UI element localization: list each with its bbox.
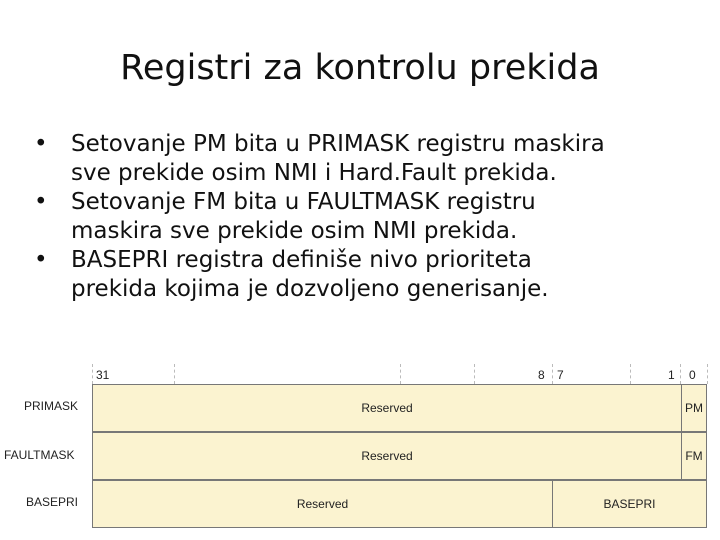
bit-divider — [680, 364, 681, 384]
bit-number-31: 31 — [96, 368, 110, 382]
bullet-symbol: • — [34, 247, 48, 273]
bit-number-0: 0 — [689, 368, 696, 382]
bit-number-8: 8 — [538, 368, 545, 382]
bullet-text-line: prekida kojima je dozvoljeno generisanje. — [71, 276, 549, 302]
bullet-item — [34, 188, 704, 246]
slide-title: Registri za kontrolu prekida — [120, 48, 600, 88]
bit-divider — [174, 364, 175, 384]
bullet-list — [34, 130, 704, 304]
bit-divider — [630, 364, 631, 384]
bullet-symbol: • — [34, 131, 48, 157]
bullet-text-line: BASEPRI registra definiše nivo prioriteta — [71, 247, 532, 273]
register-name-faultmask: FAULTMASK — [4, 448, 75, 462]
bullet-symbol: • — [34, 189, 48, 215]
bit-divider — [92, 364, 93, 384]
bit-number-1: 1 — [668, 368, 675, 382]
register-diagram — [0, 360, 720, 540]
faultmask-fm-bit: FM — [681, 432, 707, 480]
bullet-text-line: Setovanje FM bita u FAULTMASK registru — [71, 189, 536, 215]
bullet-text-line: Setovanje PM bita u PRIMASK registru maskira — [71, 131, 605, 157]
bullet-text-line: maskira sve prekide osim NMI prekida. — [71, 218, 518, 244]
bullet-item — [34, 130, 704, 188]
register-name-primask: PRIMASK — [24, 399, 79, 413]
basepri-reserved-field: Reserved — [92, 480, 553, 528]
basepri-priority-field: BASEPRI — [552, 480, 707, 528]
bit-number-7: 7 — [557, 368, 564, 382]
faultmask-reserved-field: Reserved — [92, 432, 682, 480]
bit-divider — [474, 364, 475, 384]
bit-divider — [552, 364, 553, 384]
bit-divider — [707, 364, 708, 384]
primask-pm-bit: PM — [681, 384, 707, 432]
primask-reserved-field: Reserved — [92, 384, 682, 432]
bullet-item — [34, 246, 704, 304]
bit-divider — [400, 364, 401, 384]
bullet-text-line: sve prekide osim NMI i Hard.Fault prekida. — [71, 160, 557, 186]
register-name-basepri: BASEPRI — [26, 495, 79, 509]
